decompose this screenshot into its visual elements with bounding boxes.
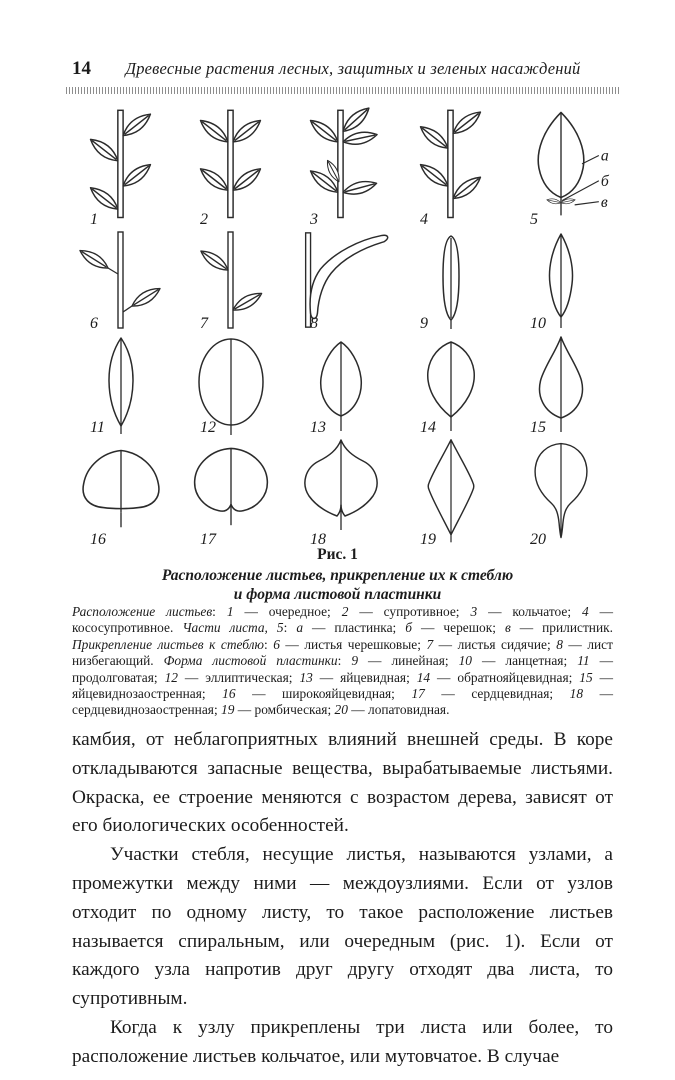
rhombic-leaf-diagram <box>396 436 506 548</box>
figure-item-10 <box>506 228 616 332</box>
legend-segment: 16 <box>222 686 236 702</box>
legend-segment: б <box>405 620 413 636</box>
figure-row-2 <box>66 228 616 332</box>
figure-number: 18 <box>310 531 326 548</box>
petiolate-leaves-diagram <box>66 228 176 332</box>
legend-segment: — продолговатая; <box>72 653 613 685</box>
figure-item-19 <box>396 436 506 548</box>
spatulate-leaf-diagram <box>506 436 616 548</box>
broad-ovate-leaf-diagram <box>66 436 176 548</box>
figure-item-4 <box>396 104 506 228</box>
body-text <box>72 726 613 1072</box>
ovate-leaf-diagram <box>286 332 396 436</box>
legend-segment: : <box>263 636 274 652</box>
figure-item-16 <box>66 436 176 548</box>
alternate-arrangement-diagram <box>66 104 176 228</box>
legend-segment: : <box>337 653 352 669</box>
figure-item-7 <box>176 228 286 332</box>
legend-segment: — листья сидячие; <box>433 636 557 652</box>
cordate-acuminate-leaf-diagram <box>286 436 396 548</box>
legend-segment: — эллиптическая; <box>177 669 300 685</box>
figure-row-1 <box>66 104 616 228</box>
legend-segment: — прилистник. <box>510 620 613 636</box>
legend-segment: Части листа, 5 <box>182 620 284 636</box>
running-title: Древесные растения лесных, защитных и зеленых насаждений <box>125 59 581 78</box>
figure-number: 19 <box>420 531 436 548</box>
figure-number: 14 <box>420 419 436 436</box>
figure-number: 12 <box>200 419 216 436</box>
page-header <box>72 58 615 80</box>
legend-segment: 7 <box>426 636 434 652</box>
legend-segment: — кольчатое; <box>477 604 582 619</box>
legend-segment: 3 <box>470 604 478 619</box>
body-paragraph: Когда к узлу прикреплены три листа или более, то расположение листьев кольчатое, или мутовчатое. В случае <box>72 1016 613 1067</box>
legend-segment: 19 <box>221 702 235 718</box>
legend-segment: — ланцетная; <box>472 653 578 669</box>
figure-number: 7 <box>200 315 208 332</box>
body-paragraph: камбия, от неблагоприятных влияний внешней среды. В коре откладываются запасные вещества, вырабатываемые листьями. Окраска, ее строение меняются с возрастом дерева, зависят от его биологических особенностей. <box>72 729 613 837</box>
legend-segment: Форма листовой пластинки <box>163 653 338 669</box>
figure-number: 10 <box>530 315 546 332</box>
leaf-part-label-v: в <box>600 193 608 211</box>
legend-segment: — пластинка; <box>303 620 406 636</box>
legend-segment: — супротивное; <box>348 604 471 619</box>
figure-number: 3 <box>310 211 318 228</box>
legend-segment: — лист низбегающий. <box>72 636 613 669</box>
legend-segment: : <box>212 604 227 619</box>
legend-segment: в <box>504 620 511 636</box>
legend-segment: 17 <box>411 686 425 702</box>
figure-item-14 <box>396 332 506 436</box>
legend-segment: 9 <box>351 653 359 669</box>
legend-segment: 6 <box>273 636 280 652</box>
oblong-leaf-diagram <box>66 332 176 436</box>
legend-segment: — черешок; <box>412 620 505 636</box>
figure-item-13 <box>286 332 396 436</box>
legend-segment: — сердцевиднозаостренная; <box>72 686 613 718</box>
figure-number: 9 <box>420 315 428 332</box>
legend-segment: а <box>296 620 304 636</box>
figure-item-6 <box>66 228 176 332</box>
figure-number: 11 <box>90 419 105 436</box>
legend-segment: 20 <box>334 702 348 718</box>
figure-number: 8 <box>310 315 318 332</box>
decurrent-leaf-diagram <box>286 228 396 332</box>
linear-leaf-diagram <box>396 228 506 332</box>
figure-number: 13 <box>310 419 326 436</box>
whorled-arrangement-diagram <box>286 104 396 228</box>
figure-item-2 <box>176 104 286 228</box>
figure-number: 20 <box>530 531 546 548</box>
legend-segment: — кососупротивное. <box>72 604 613 636</box>
oblique-opposite-arrangement-diagram <box>396 104 506 228</box>
legend-segment: 1 <box>226 604 234 619</box>
legend-segment: — яйцевидная; <box>312 669 417 685</box>
legend-segment: 14 <box>416 669 431 685</box>
legend-segment: Прикрепление листьев к стеблю <box>72 636 264 652</box>
legend-segment: — яйцевиднозаостренная; <box>72 669 614 702</box>
figure-1 <box>66 104 616 548</box>
figure-legend <box>72 604 613 719</box>
legend-segment: — линейная; <box>358 653 459 669</box>
figure-item-12 <box>176 332 286 436</box>
figure-item-3 <box>286 104 396 228</box>
legend-segment: — листья черешковые; <box>279 636 427 652</box>
figure-number: 4 <box>420 211 428 228</box>
figure-item-1 <box>66 104 176 228</box>
figure-caption <box>0 566 675 604</box>
figure-caption-line-2: и форма листовой пластинки <box>233 586 442 603</box>
figure-number: 15 <box>530 419 546 436</box>
figure-item-9 <box>396 228 506 332</box>
legend-segment: 10 <box>458 653 472 669</box>
legend-segment: — широкояйцевидная; <box>235 686 412 702</box>
figure-item-17 <box>176 436 286 548</box>
ovate-acuminate-leaf-diagram <box>506 332 616 436</box>
page-number: 14 <box>72 58 91 79</box>
figure-label: Рис. 1 <box>317 546 358 563</box>
figure-caption-line-1: Расположение листьев, прикрепление их к стеблю <box>161 567 514 584</box>
figure-item-15 <box>506 332 616 436</box>
legend-segment: 8 <box>556 636 563 652</box>
figure-number: 17 <box>200 531 216 548</box>
legend-segment: 4 <box>581 604 589 619</box>
leaf-part-label-a: а <box>600 147 609 165</box>
figure-number: 1 <box>90 211 98 228</box>
elliptic-leaf-diagram <box>176 332 286 436</box>
legend-segment: — очередное; <box>233 604 342 619</box>
legend-segment: — лопатовидная. <box>347 702 450 718</box>
obovate-leaf-diagram <box>396 332 506 436</box>
legend-segment: Расположение листьев <box>72 604 213 619</box>
lanceolate-leaf-diagram <box>506 228 616 332</box>
figure-item-18 <box>286 436 396 548</box>
leaf-part-label-b: б <box>600 172 609 190</box>
legend-segment: — сердцевидная; <box>424 686 570 702</box>
figure-row-4 <box>66 436 616 548</box>
legend-segment: 2 <box>341 604 349 619</box>
legend-segment: 15 <box>579 669 593 685</box>
legend-segment: — ромбическая; <box>234 702 335 718</box>
figure-item-5 <box>506 104 616 228</box>
legend-segment: : <box>283 620 297 636</box>
legend-segment: 18 <box>569 686 584 702</box>
legend-segment: 11 <box>577 653 590 669</box>
opposite-arrangement-diagram <box>176 104 286 228</box>
figure-number: 6 <box>90 315 98 332</box>
header-rule <box>66 87 619 94</box>
sessile-leaves-diagram <box>176 228 286 332</box>
figure-item-20 <box>506 436 616 548</box>
figure-row-3 <box>66 332 616 436</box>
figure-number: 16 <box>90 531 106 548</box>
figure-number: 5 <box>530 211 538 228</box>
figure-number: 2 <box>200 211 208 228</box>
leaf-parts-diagram <box>506 104 616 228</box>
cordate-leaf-diagram <box>176 436 286 548</box>
legend-segment: 13 <box>299 669 313 685</box>
legend-segment: — обратнояйцевидная; <box>430 669 580 685</box>
figure-item-8 <box>286 228 396 332</box>
legend-segment: 12 <box>164 669 178 685</box>
body-paragraph: Участки стебля, несущие листья, называются узлами, а промежутки между ними — междоузлиями. Если от узлов отходит по одному листу, то такое расположение листьев называется спиральным, или очередным (рис. 1). Если от каждого узла напротив друг другу отходят два листа, то супротивным. <box>72 844 613 1010</box>
figure-item-11 <box>66 332 176 436</box>
